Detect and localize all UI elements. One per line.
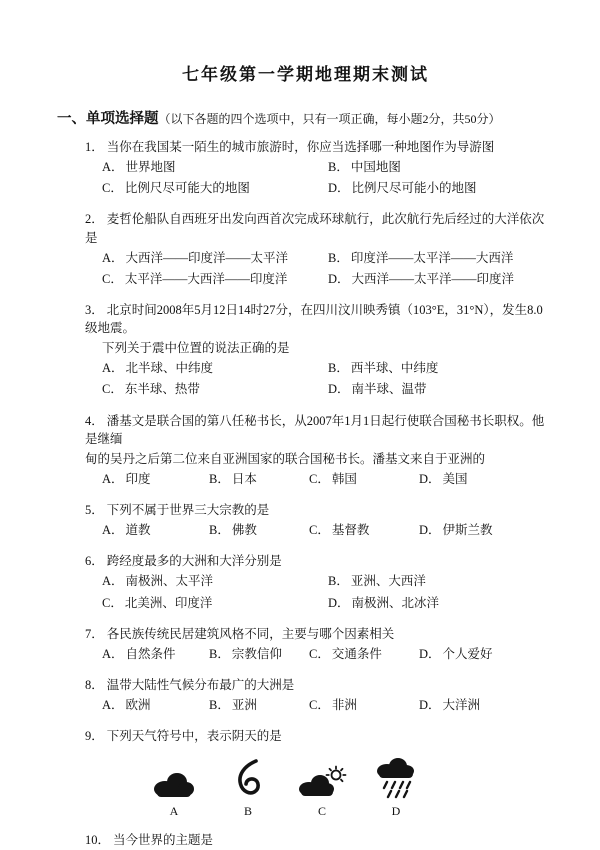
option-d: D． 南半球、温带 <box>328 382 427 397</box>
question-number: 9． <box>85 729 104 744</box>
option-c: C． 韩国 <box>309 471 357 486</box>
question-options <box>102 158 554 200</box>
question-number: 10． <box>85 832 111 847</box>
option-b: B． 印度洋——太平洋——大西洋 <box>328 250 514 265</box>
question-4 <box>85 412 554 492</box>
question-options <box>102 470 554 491</box>
weather-symbol-c <box>285 755 359 820</box>
typhoon-icon <box>235 755 261 799</box>
question-8 <box>85 676 554 717</box>
question-text-continued: 下列关于震中位置的说法正确的是 <box>102 341 290 356</box>
option-b: B． 西半球、中纬度 <box>328 361 439 376</box>
option-b: B． 亚洲 <box>209 698 257 712</box>
option-a: A． 大西洋——印度洋——太平洋 <box>102 250 289 265</box>
option-a: A． 道教 <box>102 523 151 538</box>
question-9 <box>85 727 554 821</box>
question-10 <box>85 831 554 849</box>
overcast-cloud-icon <box>152 755 196 799</box>
option-a: A． 欧洲 <box>102 698 151 712</box>
section-heading <box>57 107 554 128</box>
option-b: B． 宗教信仰 <box>209 646 282 661</box>
symbol-label: C <box>317 804 326 819</box>
option-a: A． 自然条件 <box>102 646 176 661</box>
option-a: A． 北半球、中纬度 <box>102 361 214 376</box>
option-a: A． 印度 <box>102 471 151 486</box>
symbol-label: D <box>391 804 401 819</box>
question-text: 2． 麦哲伦船队自西班牙出发向西首次完成环球航行，此次航行先后经过的大洋依次是 <box>85 212 545 245</box>
weather-symbols-row <box>137 755 554 820</box>
option-a: A． 世界地图 <box>102 160 176 175</box>
rain-cloud-icon <box>375 755 417 799</box>
question-options <box>102 645 554 666</box>
section-heading-title: 一、单项选择题 <box>57 111 159 127</box>
question-number: 1． <box>85 140 104 154</box>
question-options <box>102 696 554 717</box>
question-text: 10． 当今世界的主题是 <box>85 832 214 847</box>
option-b: B． 中国地图 <box>328 160 401 175</box>
question-options <box>102 521 554 542</box>
question-number: 4． <box>85 413 104 428</box>
question-text: 6． 跨经度最多的大洲和大洋分别是 <box>85 554 282 569</box>
question-text: 7． 各民族传统民居建筑风格不同，主要与哪个因素相关 <box>85 626 395 641</box>
question-3 <box>85 301 554 402</box>
option-b: B． 日本 <box>209 471 257 486</box>
weather-symbol-b <box>211 755 285 820</box>
option-b: B． 佛教 <box>209 523 257 538</box>
question-1 <box>85 138 554 200</box>
question-text: 8． 温带大陆性气候分布最广的大洲是 <box>85 677 295 692</box>
option-c: C． 基督教 <box>309 523 370 538</box>
question-options <box>102 572 554 614</box>
question-options <box>102 359 554 401</box>
option-d: D． 伊斯兰教 <box>419 523 493 538</box>
question-options <box>102 249 554 291</box>
question-number: 8． <box>85 677 104 692</box>
question-2 <box>85 210 554 291</box>
question-number: 6． <box>85 554 104 569</box>
symbol-label: B <box>243 804 252 819</box>
symbol-label: A <box>169 804 179 819</box>
option-c: C． 交通条件 <box>309 646 382 661</box>
option-d: D． 南极洲、北冰洋 <box>328 595 440 610</box>
question-text: 9． 下列天气符号中，表示阴天的是 <box>85 729 282 744</box>
option-d: D． 美国 <box>419 471 468 486</box>
question-number: 2． <box>85 212 104 227</box>
option-c: C． 比例尺尽可能大的地图 <box>102 181 250 196</box>
question-number: 7． <box>85 626 104 641</box>
page-title: 七年级第一学期地理期末测试 <box>182 65 429 84</box>
sun-behind-cloud-icon <box>297 755 347 799</box>
option-d: D． 比例尺尽可能小的地图 <box>328 181 477 196</box>
option-c: C． 太平洋——大西洋——印度洋 <box>102 271 288 286</box>
question-7 <box>85 625 554 666</box>
question-text: 5． 下列不属于世界三大宗教的是 <box>85 503 270 517</box>
option-d: D． 大洋洲 <box>419 698 481 712</box>
weather-symbol-a <box>137 755 211 820</box>
option-d: D． 大西洋——太平洋——印度洋 <box>328 271 515 286</box>
question-text: 4． 潘基文是联合国的第八任秘书长，从2007年1月1日起行使联合国秘书长职权。他是继缅 <box>85 413 545 446</box>
question-text: 3． 北京时间2008年5月12日14时27分，在四川汶川映秀镇（103°E，31°N），发生8.0级地震。 <box>85 302 543 335</box>
option-c: C． 北美洲、印度洋 <box>102 595 213 610</box>
weather-symbol-d <box>359 755 433 820</box>
option-a: A． 南极洲、太平洋 <box>102 574 214 589</box>
question-6 <box>85 552 554 614</box>
question-5 <box>85 501 554 542</box>
question-number: 3． <box>85 302 104 317</box>
option-c: C． 非洲 <box>309 698 357 712</box>
question-number: 5． <box>85 503 104 517</box>
question-text: 1． 当你在我国某一陌生的城市旅游时，你应当选择哪一种地图作为导游图 <box>85 140 495 154</box>
option-c: C． 东半球、热带 <box>102 382 200 397</box>
option-b: B． 亚洲、大西洋 <box>328 574 426 589</box>
option-d: D． 个人爱好 <box>419 646 493 661</box>
question-text-continued: 甸的吴丹之后第二位来自亚洲国家的联合国秘书长。潘基文来自于亚洲的 <box>85 451 486 466</box>
section-heading-note: （以下各题的四个选项中，只有一项正确，每小题2分，共50分） <box>158 112 501 126</box>
